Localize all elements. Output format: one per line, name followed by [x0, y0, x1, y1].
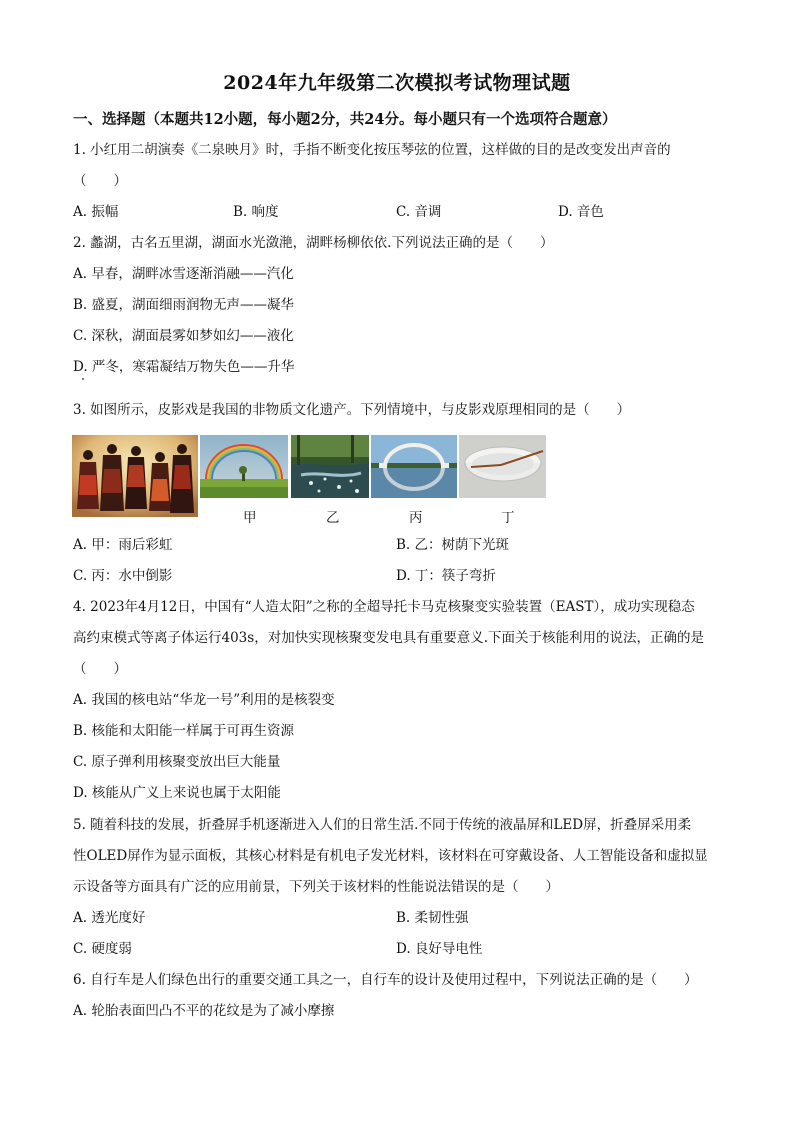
- q5-stem-line-2: 性OLED屏作为显示面板，其核心材料是有机电子发光材料，该材料在可穿戴设备、人工智能设备和虚拟显: [73, 848, 708, 864]
- q2-option-a: A. 早春，湖畔冰雪逐渐消融——汽化: [73, 266, 294, 282]
- q5-stem-line-3: 示设备等方面具有广泛的应用前景，下列关于该材料的性能说法错误的是（ ）: [73, 879, 559, 895]
- q3-stem: 3. 如图所示，皮影戏是我国的非物质文化遗产。下列情境中，与皮影戏原理相同的是（ ）: [73, 402, 631, 418]
- q5-option-d: D. 良好导电性: [396, 941, 483, 957]
- q4-option-a: A. 我国的核电站“华龙一号”利用的是核裂变: [73, 692, 335, 708]
- caption-ding: 丁: [501, 510, 515, 526]
- q6-option-a: A. 轮胎表面凹凸不平的花纹是为了减小摩擦: [73, 1003, 335, 1019]
- q2-option-c: C. 深秋，湖面晨雾如梦如幻——液化: [73, 328, 294, 344]
- q4-option-b: B. 核能和太阳能一样属于可再生资源: [73, 723, 295, 739]
- q5-option-a: A. 透光度好: [73, 910, 146, 926]
- q3-option-c: C. 丙：水中倒影: [73, 568, 173, 584]
- q1-option-c: C. 音调: [396, 204, 442, 220]
- q1-stem-line-2: （ ）: [73, 173, 127, 189]
- q3-option-d: D. 丁：筷子弯折: [396, 568, 496, 584]
- rainbow-image: [200, 435, 288, 498]
- q1-stem-line-1: 1. 小红用二胡演奏《二泉映月》时，手指不断变化按压琴弦的位置，这样做的目的是改变发出声音的: [73, 142, 671, 158]
- stray-dot: [82, 378, 84, 380]
- tree-shade-image: [291, 435, 369, 498]
- q5-option-b: B. 柔韧性强: [396, 910, 469, 926]
- q2-option-b: B. 盛夏，湖面细雨润物无声——凝华: [73, 297, 295, 313]
- page-title: 2024年九年级第二次模拟考试物理试题: [223, 72, 571, 94]
- q4-stem-line-2: 高约束模式等离子体运行403s，对加快实现核聚变发电具有重要意义.下面关于核能利用的说法，正确的是: [73, 630, 704, 646]
- q4-option-d: D. 核能从广义上来说也属于太阳能: [73, 785, 281, 801]
- caption-jia: 甲: [243, 510, 257, 526]
- q2-option-d: D. 严冬，寒霜凝结万物失色——升华: [73, 359, 295, 375]
- q3-option-a: A. 甲：雨后彩虹: [73, 537, 173, 553]
- q2-stem: 2. 蠡湖，古名五里湖，湖面水光潋滟，湖畔杨柳依依.下列说法正确的是（ ）: [73, 235, 554, 251]
- q1-option-b: B. 响度: [233, 204, 279, 220]
- q6-stem: 6. 自行车是人们绿色出行的重要交通工具之一，自行车的设计及使用过程中，下列说法正确的是（ ）: [73, 972, 698, 988]
- q3-option-b: B. 乙：树荫下光斑: [396, 537, 510, 553]
- shadow-puppet-image: [72, 435, 198, 517]
- q4-option-c: C. 原子弹利用核聚变放出巨大能量: [73, 754, 281, 770]
- q1-option-a: A. 振幅: [73, 204, 119, 220]
- chopstick-bowl-image: [459, 435, 546, 498]
- q5-option-c: C. 硬度弱: [73, 941, 132, 957]
- section-heading: 一、选择题（本题共12小题，每小题2分，共24分。每小题只有一个选项符合题意）: [73, 111, 617, 128]
- bridge-reflection-image: [371, 435, 457, 498]
- q4-stem-line-1: 4. 2023年4月12日，中国有“人造太阳”之称的全超导托卡马克核聚变实验装置（EAST），成功实现稳态: [73, 599, 695, 615]
- caption-yi: 乙: [326, 510, 340, 526]
- q1-option-d: D. 音色: [558, 204, 604, 220]
- q5-stem-line-1: 5. 随着科技的发展，折叠屏手机逐渐进入人们的日常生活.不同于传统的液晶屏和LED屏，折叠屏采用柔: [73, 817, 692, 833]
- q4-stem-line-3: （ ）: [73, 661, 127, 677]
- caption-bing: 丙: [409, 510, 423, 526]
